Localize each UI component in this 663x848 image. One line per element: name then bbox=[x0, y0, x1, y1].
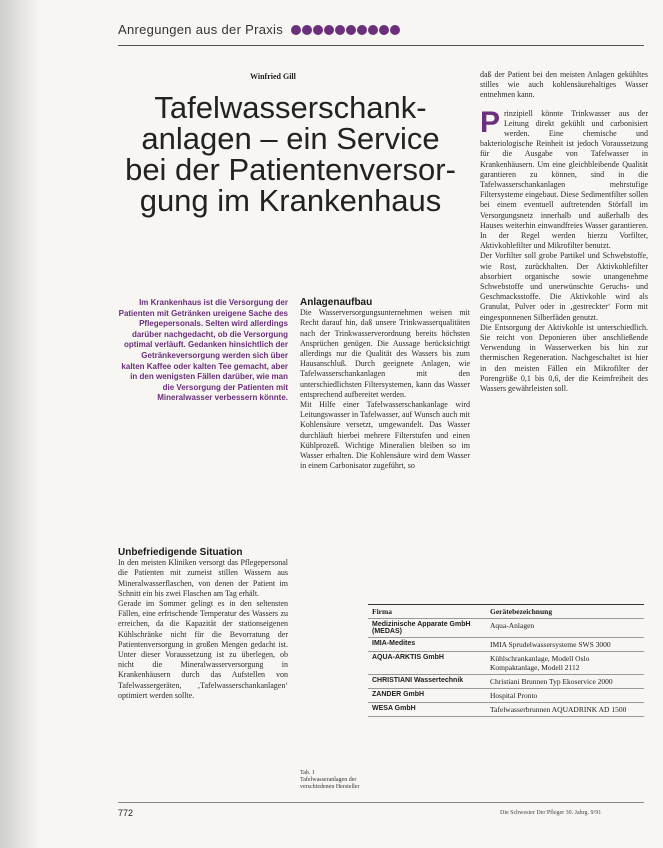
paragraph: Die Entsorgung der Aktivkohle ist unterschiedlich. Sie reicht von Deponieren über anschließende Verwendung in Wasserwerken bis hin zur thermischen Regeneration. Nachgeschaltet ist hier in den meisten Fällen ein Mikrofilter der Porengröße 0,1 bis 0,6, der die Keimfreiheit des Wassers gewährleisten soll. bbox=[480, 322, 648, 394]
section-dots bbox=[291, 23, 401, 38]
decorative-dot bbox=[324, 25, 334, 35]
table-cell-device: Tafelwasserbrunnen AQUADRINK AD 1500 bbox=[490, 705, 627, 714]
dropcap-paragraph bbox=[480, 105, 648, 252]
paragraph: Mit Hilfe einer Tafelwasserschankanlage wird Leitungswasser in Tafelwasser, auf Wunsch auch mit Kohlensäure versetzt, umgewandelt. Das Wasser durchläuft hierbei mehrere Filterstufen und einen Kühlprozeß. Wichtige Mineralien bleiben so im Wasser erhalten. Die Kohlensäure wird dem Wasser in einem Carbonisator zugeführt, so bbox=[300, 400, 470, 471]
table-row bbox=[368, 675, 644, 689]
dropcap-text: rinzipiell könnte Trinkwasser aus der Leitung direkt gekühlt und carbonisiert werden. Eine chemische und bakteriologische Reinheit ist jedoch Voraussetzung für die Ausgabe von Tafelwasser in Krankenhäusern. Um eine gleichbleibende Qualität garantieren zu können, sind in die Tafelwasserschankanlagen mehrstufige Filtersysteme eingebaut. Diese Sedimentfilter sollen bei einem eventuell auftretenden Störfall im Versorgungsnetz innerhalb und außerhalb des Hauses weiterhin einwandfreies Wasser garantieren. In der Regel werden hierzu Vorfilter, Aktivkohlefilter und Mikrofilter benutzt. bbox=[480, 108, 648, 251]
table-row bbox=[368, 619, 644, 638]
paragraph: Der Vorfilter soll grobe Partikel und Schwebstoffe, wie Rost, zurückhalten. Der Aktivkohlefilter absorbiert organische sowie unangenehme Schwebstoffe und unerwünschte Geruchs- und Geschmacksstoffe. Die Aktivkohle wird als Granulat, Pulver oder in ‚gestreckter‘ Form mit eingesponnenen Silberfäden genutzt. bbox=[480, 251, 648, 322]
decorative-dot bbox=[335, 25, 345, 35]
article-teaser: Im Krankenhaus ist die Versorgung der Patienten mit Getränken ureigene Sache des Pflegepersonals. Selten wird allerdings darüber nachgedacht, ob die Versorgung optimal verläuft. Gedanken hinsichtlich der Getränkeversorgung werden sich über kalten Kaffee oder kalten Tee gemacht, aber in den wenigsten Fällen darüber, wie man die Versorgung der Patienten mit Mineralwasser verbessern könnte. bbox=[118, 298, 288, 403]
table-cell-device: IMIA Sprudelwassersysteme SWS 3000 bbox=[490, 640, 611, 649]
decorative-dot bbox=[346, 25, 356, 35]
article-title bbox=[118, 92, 463, 216]
title-line: gung im Krankenhaus bbox=[139, 183, 442, 218]
table-row bbox=[368, 703, 644, 717]
table-cell-firm: ZANDER GmbH bbox=[372, 691, 425, 698]
subheading: Anlagenaufbau bbox=[300, 297, 373, 308]
table-cell-firm: IMIA-Medites bbox=[372, 640, 416, 647]
article-author: Winfried Gill bbox=[250, 72, 296, 81]
title-line: anlagen – ein Service bbox=[141, 121, 440, 156]
title-line: Tafelwasserschank- bbox=[154, 90, 427, 125]
table-row bbox=[368, 652, 644, 675]
paragraph: Die Wasserversorgungsunternehmen weisen mit Recht darauf hin, daß unsere Trinkwasserqualitäten nach der Trinkwasserverordnung bereits höchsten Ansprüchen genügen. Die Aussage berücksichtigt allerdings nur die Qualität des Wassers bis zum Hausanschluß. Durch geeignete Anlagen, wie Tafelwasserschankanlagen mit den unterschiedlichsten Filtersystemen, kann das Wasser entsprechend aufbereitet werden. bbox=[300, 308, 470, 399]
page-number: 772 bbox=[118, 808, 134, 818]
decorative-dot bbox=[313, 25, 323, 35]
column-1 bbox=[118, 548, 288, 701]
decorative-dot bbox=[302, 25, 312, 35]
table-cell-device: Kühlschrankanlage, Modell Oslo Kompaktanlage, Modell 2112 bbox=[490, 654, 590, 672]
table-row bbox=[368, 689, 644, 703]
table-header-row bbox=[368, 605, 644, 619]
table-cell-firm: AQUA-ARKTIS GmbH bbox=[372, 654, 444, 661]
section-header bbox=[118, 22, 401, 38]
table-cell-device: Aqua-Anlagen bbox=[490, 621, 535, 630]
column-2 bbox=[300, 298, 470, 471]
table-cell-firm: WESA GmbH bbox=[372, 705, 416, 712]
decorative-dot bbox=[379, 25, 389, 35]
journal-footer: Die Schwester Der Pfleger 30. Jahrg. 9/91 bbox=[500, 810, 602, 816]
table-header-cell: Firma bbox=[372, 607, 392, 616]
section-title: Anregungen aus der Praxis bbox=[118, 22, 284, 37]
dropcap-letter: P bbox=[480, 105, 501, 139]
table-cell-firm: Medizinische Apparate GmbH (MEDAS) bbox=[372, 621, 471, 635]
table-cell-firm: CHRISTIANI Wassertechnik bbox=[372, 677, 464, 684]
manufacturer-table bbox=[368, 604, 644, 717]
table-cell-device: Hospital Pronto bbox=[490, 691, 538, 700]
title-line: bei der Patientenversor- bbox=[125, 152, 456, 187]
paragraph: Gerade im Sommer gelingt es in den seltensten Fällen, eine erfrischende Temperatur des Wassers zu erreichen, da die Kapazität der stationseigenen Kühlschränke nicht für die Bevorratung der Patientenversorgung in großen Mengen gedacht ist. Unter dieser Voraussetzung ist zu überlegen, ob nicht die Mineralwasserversorgung in Krankenhäusern durch das Aufstellen von Tafelwassergeräten, ‚Tafelwasserschankanlagen‘ optimiert werden sollte. bbox=[118, 599, 288, 700]
paragraph: In den meisten Kliniken versorgt das Pflegepersonal die Patienten mit zumeist stillen Wassern aus Mineralwasserflaschen, von denen der Patient im Schnitt ein bis zwei Flaschen am Tag erhält. bbox=[118, 558, 288, 598]
header-rule bbox=[118, 45, 644, 46]
footer-rule bbox=[118, 802, 644, 803]
table-cell-device: Christiani Brunnen Typ Ekoservice 2000 bbox=[490, 677, 613, 686]
table-row bbox=[368, 638, 644, 652]
decorative-dot bbox=[357, 25, 367, 35]
page-gutter-shadow bbox=[0, 0, 40, 848]
column-3 bbox=[480, 70, 648, 394]
subheading: Unbefriedigende Situation bbox=[118, 547, 243, 558]
table-header-cell: Gerätebezeichnung bbox=[490, 607, 553, 616]
table-caption: Tab. 1 Tafelwasseranlagen der verschiedenen Hersteller bbox=[300, 770, 360, 790]
decorative-dot bbox=[390, 25, 400, 35]
decorative-dot bbox=[368, 25, 378, 35]
paragraph: daß der Patient bei den meisten Anlagen gekühltes stilles wie auch kohlensäurehaltiges Wasser entnehmen kann. bbox=[480, 70, 648, 100]
decorative-dot bbox=[291, 25, 301, 35]
